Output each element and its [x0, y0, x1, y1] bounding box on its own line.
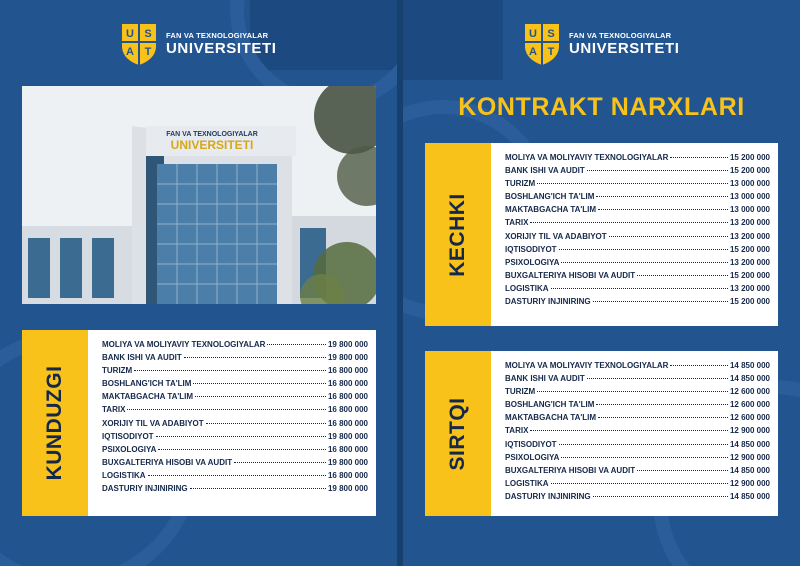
logo-line1: FAN VA TEXNOLOGIYALAR: [166, 30, 269, 40]
program-price: 15 200 000: [729, 297, 770, 307]
program-name: BUXGALTERIYA HISOBI VA AUDIT: [505, 465, 636, 475]
program-name: TARIX: [505, 218, 529, 228]
dot-leader: [551, 288, 728, 289]
program-price: 14 850 000: [729, 465, 770, 475]
program-price: 12 600 000: [729, 387, 770, 397]
price-row: [102, 353, 368, 366]
kunduzgi-price-list: [88, 330, 376, 516]
campus-photo: [22, 86, 376, 304]
dot-leader: [537, 391, 728, 392]
price-row: [505, 166, 770, 179]
dot-leader: [184, 357, 326, 358]
program-price: 13 200 000: [729, 231, 770, 241]
logo-line2: UNIVERSITETI: [166, 40, 277, 58]
price-row: [102, 392, 368, 405]
dot-leader: [593, 301, 728, 302]
price-row: [505, 426, 770, 439]
dot-leader: [156, 436, 326, 437]
price-row: [505, 232, 770, 245]
logo-letter: A: [126, 46, 134, 58]
program-name: XORIJIY TIL VA ADABIYOT: [102, 418, 204, 428]
program-price: 13 200 000: [729, 218, 770, 228]
dot-leader: [670, 365, 728, 366]
program-name: TARIX: [102, 405, 126, 415]
program-name: BOSHLANG'ICH TA'LIM: [102, 379, 192, 389]
program-name: BANK ISHI VA AUDIT: [102, 353, 182, 363]
program-name: LOGISTIKA: [102, 470, 146, 480]
program-price: 16 800 000: [327, 392, 368, 402]
program-price: 16 800 000: [327, 444, 368, 454]
dot-leader: [127, 409, 326, 410]
sirtqi-price-card: [425, 351, 778, 516]
program-price: 19 800 000: [327, 457, 368, 467]
price-row: [102, 340, 368, 353]
dot-leader: [206, 423, 326, 424]
program-price: 19 800 000: [327, 353, 368, 363]
dot-leader: [559, 249, 728, 250]
dot-leader: [193, 383, 326, 384]
program-name: LOGISTIKA: [505, 478, 549, 488]
dot-leader: [195, 396, 326, 397]
program-name: IQTISODIYOT: [102, 431, 154, 441]
program-price: 16 800 000: [327, 405, 368, 415]
university-logo: [523, 22, 680, 66]
dot-leader: [598, 417, 728, 418]
dot-leader: [134, 370, 326, 371]
sirtqi-label: SIRTQI: [446, 396, 469, 471]
logo-letter: T: [144, 46, 152, 58]
program-name: BUXGALTERIYA HISOBI VA AUDIT: [102, 457, 233, 467]
program-name: BUXGALTERIYA HISOBI VA AUDIT: [505, 270, 636, 280]
dot-leader: [596, 404, 728, 405]
program-price: 14 850 000: [729, 374, 770, 384]
dot-leader: [609, 236, 728, 237]
price-row: [102, 366, 368, 379]
dot-leader: [593, 496, 728, 497]
program-name: TURIZM: [505, 387, 536, 397]
background-block: [403, 0, 503, 80]
program-price: 16 800 000: [327, 379, 368, 389]
sign-big-text: UNIVERSITETI: [170, 138, 254, 152]
kechki-tab: [425, 143, 491, 326]
price-row: [505, 453, 770, 466]
usat-shield-icon: [523, 22, 561, 66]
program-price: 15 200 000: [729, 166, 770, 176]
kechki-price-card: [425, 143, 778, 326]
usat-shield-icon: [120, 22, 158, 66]
program-name: PSIXOLOGIYA: [505, 452, 560, 462]
price-row: [505, 218, 770, 231]
dot-leader: [551, 483, 728, 484]
program-price: 16 800 000: [327, 418, 368, 428]
dot-leader: [637, 470, 728, 471]
program-name: IQTISODIYOT: [505, 439, 557, 449]
dot-leader: [596, 196, 728, 197]
program-name: PSIXOLOGIYA: [505, 257, 560, 267]
dot-leader: [670, 157, 728, 158]
dot-leader: [537, 183, 728, 184]
dot-leader: [587, 170, 728, 171]
dot-leader: [530, 430, 728, 431]
price-row: [102, 405, 368, 418]
program-name: XORIJIY TIL VA ADABIYOT: [505, 231, 607, 241]
price-row: [505, 413, 770, 426]
price-row: [505, 192, 770, 205]
program-name: PSIXOLOGIYA: [102, 444, 157, 454]
right-page: [403, 0, 800, 566]
kechki-price-list: [491, 143, 778, 326]
university-logo: [120, 22, 277, 66]
program-price: 16 800 000: [327, 366, 368, 376]
kunduzgi-label: KUNDUZGI: [43, 365, 66, 481]
program-name: TURIZM: [102, 366, 133, 376]
logo-letter: S: [144, 28, 152, 40]
left-page: [0, 0, 397, 566]
kunduzgi-price-card: [22, 330, 376, 516]
program-name: MOLIYA VA MOLIYAVIY TEXNOLOGIYALAR: [102, 340, 266, 349]
price-row: [505, 271, 770, 284]
program-name: MOLIYA VA MOLIYAVIY TEXNOLOGIYALAR: [505, 361, 669, 370]
program-name: DASTURIY INJINIRING: [102, 484, 188, 494]
program-price: 15 200 000: [729, 153, 770, 162]
program-price: 13 200 000: [729, 257, 770, 267]
program-price: 15 200 000: [729, 244, 770, 254]
price-row: [505, 258, 770, 271]
logo-letter: U: [529, 28, 537, 40]
program-name: MAKTABGACHA TA'LIM: [102, 392, 194, 402]
dot-leader: [561, 262, 728, 263]
sirtqi-price-list: [491, 351, 778, 516]
program-name: BOSHLANG'ICH TA'LIM: [505, 192, 595, 202]
program-name: MAKTABGACHA TA'LIM: [505, 205, 597, 215]
program-name: IQTISODIYOT: [505, 244, 557, 254]
price-row: [505, 387, 770, 400]
price-row: [505, 153, 770, 166]
program-name: LOGISTIKA: [505, 283, 549, 293]
program-price: 19 800 000: [327, 340, 368, 349]
logo-letter: A: [529, 46, 537, 58]
program-price: 19 800 000: [327, 484, 368, 494]
program-price: 12 600 000: [729, 413, 770, 423]
program-price: 13 000 000: [729, 205, 770, 215]
price-row: [505, 440, 770, 453]
dot-leader: [190, 488, 326, 489]
kunduzgi-tab: [22, 330, 88, 516]
program-name: BOSHLANG'ICH TA'LIM: [505, 400, 595, 410]
price-row: [102, 445, 368, 458]
program-price: 12 900 000: [729, 478, 770, 488]
dot-leader: [561, 457, 728, 458]
logo-letter: S: [547, 28, 555, 40]
price-row: [102, 458, 368, 471]
dot-leader: [158, 449, 326, 450]
price-row: [505, 479, 770, 492]
program-name: BANK ISHI VA AUDIT: [505, 166, 585, 176]
price-row: [505, 374, 770, 387]
program-name: BANK ISHI VA AUDIT: [505, 374, 585, 384]
price-row: [505, 245, 770, 258]
program-name: DASTURIY INJINIRING: [505, 491, 591, 501]
dot-leader: [148, 475, 326, 476]
program-name: MAKTABGACHA TA'LIM: [505, 413, 597, 423]
program-name: MOLIYA VA MOLIYAVIY TEXNOLOGIYALAR: [505, 153, 669, 162]
price-row: [505, 179, 770, 192]
program-price: 12 900 000: [729, 426, 770, 436]
price-row: [505, 361, 770, 374]
logo-line2: UNIVERSITETI: [569, 40, 680, 58]
price-row: [505, 297, 770, 310]
price-row: [102, 379, 368, 392]
price-row: [102, 471, 368, 484]
program-price: 12 600 000: [729, 400, 770, 410]
page-title: KONTRAKT NARXLARI: [458, 93, 745, 121]
price-row: [505, 466, 770, 479]
program-price: 13 000 000: [729, 179, 770, 189]
program-price: 14 850 000: [729, 439, 770, 449]
logo-line1: FAN VA TEXNOLOGIYALAR: [569, 30, 672, 40]
dot-leader: [587, 378, 728, 379]
dot-leader: [637, 275, 728, 276]
program-name: TARIX: [505, 426, 529, 436]
program-price: 14 850 000: [729, 361, 770, 370]
logo-letter: U: [126, 28, 134, 40]
dot-leader: [267, 344, 326, 345]
price-row: [102, 419, 368, 432]
dot-leader: [234, 462, 326, 463]
dot-leader: [559, 444, 728, 445]
price-row: [505, 492, 770, 505]
program-price: 19 800 000: [327, 431, 368, 441]
program-price: 12 900 000: [729, 452, 770, 462]
price-row: [102, 432, 368, 445]
program-name: DASTURIY INJINIRING: [505, 297, 591, 307]
kechki-label: KECHKI: [446, 192, 469, 277]
program-price: 13 200 000: [729, 283, 770, 293]
price-row: [505, 400, 770, 413]
program-price: 16 800 000: [327, 470, 368, 480]
program-name: TURIZM: [505, 179, 536, 189]
price-row: [505, 205, 770, 218]
program-price: 13 000 000: [729, 192, 770, 202]
dot-leader: [530, 222, 728, 223]
program-price: 15 200 000: [729, 270, 770, 280]
dot-leader: [598, 209, 728, 210]
program-price: 14 850 000: [729, 491, 770, 501]
sirtqi-tab: [425, 351, 491, 516]
price-row: [505, 284, 770, 297]
price-row: [102, 484, 368, 497]
logo-letter: T: [547, 46, 555, 58]
sign-small-text: FAN VA TEXNOLOGIYALAR: [166, 131, 258, 138]
